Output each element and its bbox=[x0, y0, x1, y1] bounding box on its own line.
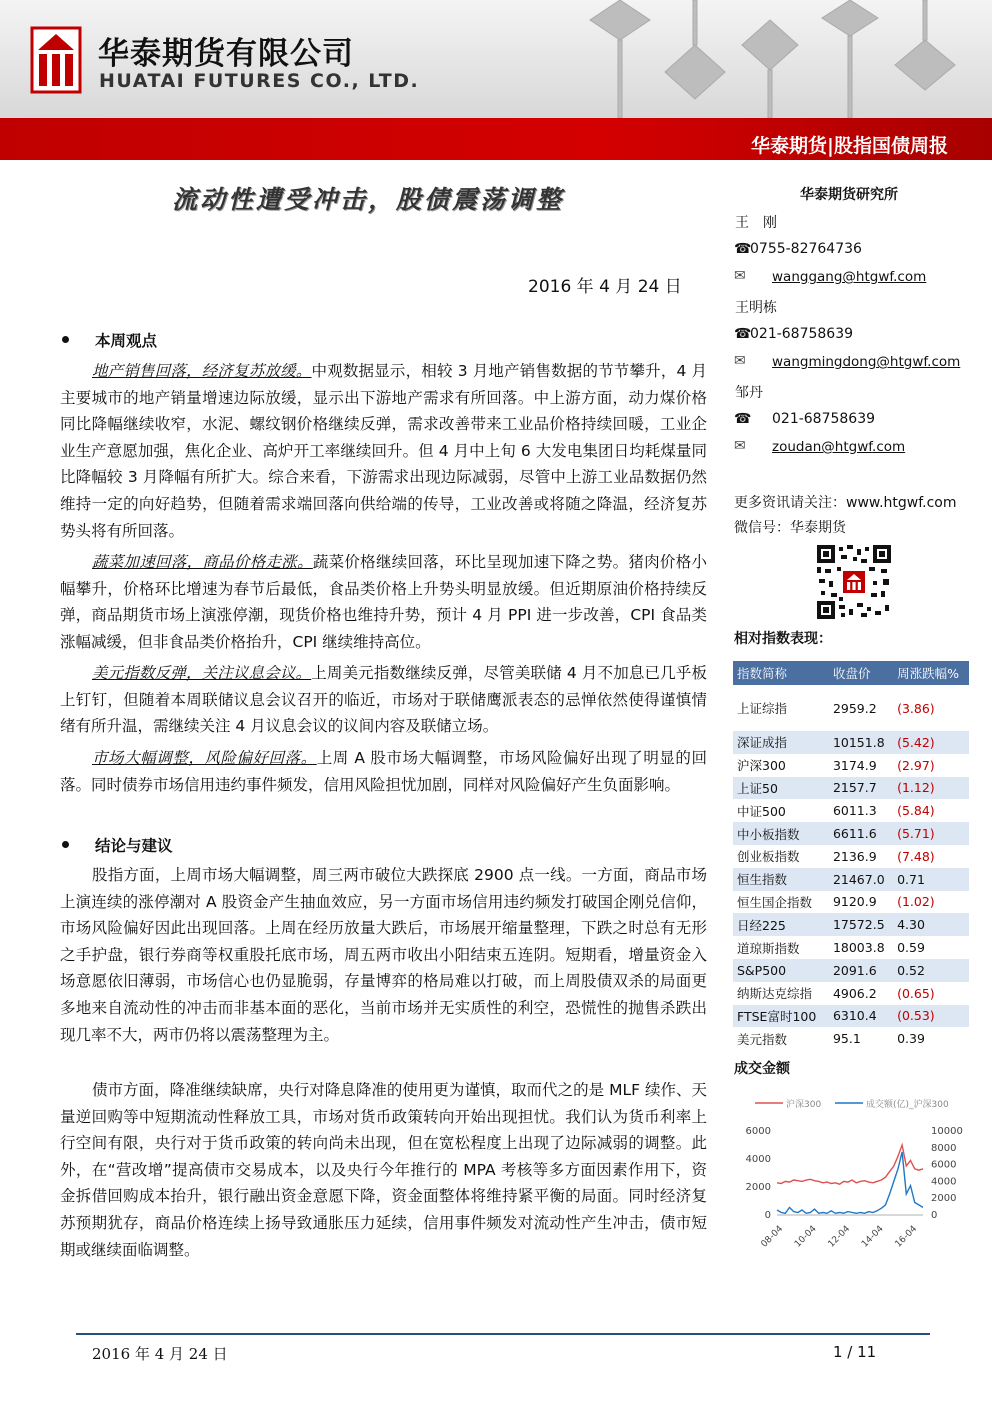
table-header-cell: 收盘价 bbox=[829, 661, 893, 685]
table-row bbox=[733, 1027, 969, 1050]
y-tick-label-right: 10000 bbox=[931, 1126, 963, 1137]
table-cell: 95.1 bbox=[832, 1031, 861, 1047]
x-tick-label: 16-04 bbox=[893, 1224, 920, 1250]
table-cell: 日经225 bbox=[733, 913, 829, 936]
y-tick-label-left: 0 bbox=[764, 1210, 771, 1221]
legend-label: 成交额(亿)_沪深300 bbox=[866, 1100, 949, 1110]
mail-icon: ✉ bbox=[734, 353, 746, 369]
table-cell: 中小板指数 bbox=[733, 822, 829, 845]
volume-title: 成交金额 bbox=[734, 1061, 790, 1077]
paragraph bbox=[60, 549, 707, 655]
table-row bbox=[733, 799, 969, 822]
table-cell: (2.97) bbox=[897, 757, 935, 773]
table-cell: 2959.2 bbox=[832, 700, 877, 716]
paragraph-text: 股指方面，上周市场大幅调整，周三两市破位大跌探底 2900 点一线。一方面，商品市场上演连续的涨停潮对 A 股资金产生抽血效应，另一方面市场信用违约频发打破国企刚兑信仰，市场风险偏好因此出现回落。上周在经历放量大跌后，市场展开缩量整理，下跌之时总有无形之手护盘，银行券商等权重股托底市场，周五两市收出小阳结束五连阴。短期看，增量资金入场意愿依旧薄弱，市场信心也仍显脆弱，存量博弈的格局难以打破，而上周股债双杀的局面更多地来自流动性的冲击而非基本面的恶化，当前市场并无实质性的利空，恐慌性的抛售杀跌出现几率不大，两市仍将以震荡整理为主。 bbox=[60, 866, 707, 1044]
table-header-row bbox=[733, 661, 969, 685]
company-name-en: HUATAI FUTURES CO., LTD. bbox=[99, 70, 420, 92]
paragraph-text: 债市方面，降准继续缺席，央行对降息降准的使用更为谨慎，取而代之的是 MLF 续作、天量逆回购等中短期流动性释放工具，市场对货币政策转向开始出现担忧。我们认为货币利率上行空间有限，央行对于货币政策的转向尚未出现，但在宽松程度上出现了边际减弱的调整。此外，在“营改增”提高债市交易成本，以及央行今年推行的 MPA 考核等多方面因素作用下，资金拆借回购成本抬升，银行融出资金意愿下降，资金面整体将维持紧平衡的局面。同时经济复苏预期犹存，商品价格连续上扬导致通胀压力延续，信用事件频发对流动性产生冲击，债市短期或继续面临调整。 bbox=[60, 1081, 707, 1259]
x-tick-label: 12-04 bbox=[826, 1224, 853, 1250]
table-cell: 美元指数 bbox=[737, 1031, 788, 1047]
y-tick-label-left: 6000 bbox=[745, 1126, 771, 1137]
page-number: 1 / 11 bbox=[833, 1343, 877, 1361]
paragraph-text: 中观数据显示，相较 3 月地产销售数据的节节攀升，4 月主要城市的地产销量增速边际放缓，显示出下游地产需求有所回落。中上游方面，动力煤价格同比降幅继续收窄，水泥、螺纹钢价格继续反弹，需求改善带来工业品价格持续回暖，工业企业生产意愿加强，焦化企业、高炉开工率继续回升。但 4 月中上旬 6 大发电集团日均耗煤量同比降幅较 3 月降幅有所扩大。综合来看，下游需求出现边际减弱，尽管中上游工业品数据仍然维持一定的向好趋势，但随着需求端回落向供给端的传导，工业改善或将随之降温，经济复苏势头将有所回落。 bbox=[60, 362, 707, 540]
document-date: 2016 年 4 月 24 日 bbox=[528, 277, 682, 297]
table-cell: 2136.9 bbox=[832, 848, 877, 864]
index-table bbox=[733, 661, 969, 1050]
section-heading: 结论与建议 bbox=[95, 837, 173, 855]
mail-icon: ✉ bbox=[734, 438, 746, 454]
section-heading: 本周观点 bbox=[95, 332, 158, 350]
research-institute: 华泰期货研究所 bbox=[800, 187, 898, 203]
table-row bbox=[733, 777, 969, 800]
legend-label: 沪深300 bbox=[786, 1100, 822, 1110]
analyst-phone: 021-68758639 bbox=[772, 411, 876, 427]
table-cell: (7.48) bbox=[897, 848, 935, 864]
phone-icon: ☎ bbox=[734, 411, 752, 427]
company-name-cn: 华泰期货有限公司 bbox=[98, 36, 354, 72]
table-cell: 上证50 bbox=[733, 777, 829, 800]
paragraph bbox=[60, 1077, 707, 1263]
table-cell: 3174.9 bbox=[832, 757, 877, 773]
volume-chart bbox=[733, 1093, 969, 1253]
table-cell: 恒生指数 bbox=[733, 868, 829, 891]
table-row bbox=[733, 936, 969, 959]
table-cell: 0.39 bbox=[897, 1031, 925, 1047]
table-cell: 中证500 bbox=[737, 803, 786, 819]
paragraph-text: 上周 A 股市场大幅调整，市场风险偏好出现了明显的回落。同时债券市场信用违约事件频发，信用风险担忧加剧，同样对风险偏好产生负面影响。 bbox=[60, 749, 707, 794]
table-cell: 2091.6 bbox=[829, 959, 893, 982]
table-cell: (5.84) bbox=[897, 803, 935, 819]
table-cell: 18003.8 bbox=[832, 940, 885, 956]
table-cell: 4.30 bbox=[893, 913, 969, 936]
table-cell: 沪深300 bbox=[737, 758, 786, 774]
y-tick-label-right: 8000 bbox=[931, 1142, 957, 1154]
y-tick-label-left: 2000 bbox=[745, 1182, 771, 1193]
table-row bbox=[733, 959, 969, 982]
qr-code-icon bbox=[817, 545, 891, 619]
table-cell: 9120.9 bbox=[832, 894, 877, 910]
paragraph-text: 蔬菜价格继续回落，环比呈现加速下降之势。猪肉价格小幅攀升，价格环比增速为春节后最低，食品类价格上升势头明显放缓。但近期原油价格持续反弹，商品期货市场上演涨停潮，现货价格也维持升势，预计 4 月 PPI 进一步改善，CPI 食品类涨幅减缓，但非食品类价格抬升，CPI 继续维持高位。 bbox=[60, 553, 707, 651]
table-cell: 0.71 bbox=[893, 868, 969, 891]
table-cell: (0.65) bbox=[897, 985, 935, 1001]
table-row bbox=[733, 754, 969, 777]
table-cell: 0.59 bbox=[897, 940, 925, 956]
table-cell: FTSE富时100 bbox=[733, 1005, 829, 1028]
document-title: 流动性遭受冲击，股债震荡调整 bbox=[172, 185, 565, 214]
paragraph bbox=[60, 862, 707, 1048]
paragraph-lead: 蔬菜加速回落，商品价格走涨。 bbox=[92, 553, 313, 571]
paragraph bbox=[60, 745, 707, 798]
table-cell: 2157.7 bbox=[829, 777, 893, 800]
analyst-email[interactable]: wanggang@htgwf.com bbox=[772, 269, 927, 285]
footer-rule bbox=[76, 1333, 930, 1335]
x-tick-label: 14-04 bbox=[860, 1224, 886, 1250]
table-row bbox=[733, 891, 969, 914]
paragraph bbox=[60, 358, 707, 544]
analyst-email[interactable]: zoudan@htgwf.com bbox=[772, 439, 906, 455]
y-tick-label-right: 4000 bbox=[931, 1176, 957, 1188]
series-line-volume bbox=[777, 1152, 923, 1213]
report-type: 华泰期货|股指国债周报 bbox=[751, 135, 948, 157]
analyst-name: 王明栋 bbox=[735, 300, 777, 316]
analyst-email[interactable]: wangmingdong@htgwf.com bbox=[772, 354, 961, 370]
table-cell: 恒生国企指数 bbox=[737, 894, 813, 910]
y-tick-label-right: 2000 bbox=[931, 1193, 957, 1205]
x-tick-label: 10-04 bbox=[793, 1224, 819, 1250]
table-cell: 创业板指数 bbox=[737, 849, 800, 865]
table-header-cell: 指数简称 bbox=[733, 661, 829, 685]
table-cell: 纳斯达克综指 bbox=[737, 986, 813, 1002]
table-cell: 深证成指 bbox=[733, 731, 829, 754]
mail-icon: ✉ bbox=[734, 268, 746, 284]
table-row bbox=[733, 822, 969, 845]
y-tick-label-left: 4000 bbox=[745, 1154, 771, 1165]
x-tick-label: 08-04 bbox=[759, 1224, 786, 1250]
table-cell: (1.12) bbox=[893, 777, 969, 800]
table-row bbox=[733, 913, 969, 936]
table-cell: 上证综指 bbox=[737, 701, 788, 716]
table-cell: (0.53) bbox=[893, 1005, 969, 1028]
table-cell: (5.71) bbox=[893, 822, 969, 845]
table-cell: 21467.0 bbox=[829, 868, 893, 891]
more-info: 更多资讯请关注：www.htgwf.com bbox=[734, 495, 957, 511]
table-row bbox=[733, 982, 969, 1005]
table-cell: 道琼斯指数 bbox=[737, 940, 800, 956]
table-row bbox=[733, 1005, 969, 1028]
table-cell: (3.86) bbox=[897, 700, 935, 716]
bullet-icon bbox=[62, 841, 69, 848]
paragraph-lead: 市场大幅调整，风险偏好回落。 bbox=[92, 749, 317, 767]
bullet-icon bbox=[62, 336, 69, 343]
paragraph-text: 上周美元指数继续反弹，尽管美联储 4 月不加息已几乎板上钉钉，但随着本周联储议息会议召开的临近，市场对于联储鹰派表态的忌惮依然使得谨慎情绪有所升温，需继续关注 4 月议息会议的议间内容及联储立场。 bbox=[60, 664, 707, 736]
y-tick-label-right: 6000 bbox=[931, 1159, 957, 1171]
analyst-phone: 021-68758639 bbox=[750, 326, 854, 342]
index-title: 相对指数表现： bbox=[734, 631, 832, 647]
table-cell: (1.02) bbox=[897, 894, 935, 910]
table-row bbox=[733, 868, 969, 891]
analyst-name: 邹丹 bbox=[735, 385, 763, 401]
paragraph bbox=[60, 660, 707, 740]
phone-icon: ☎ bbox=[734, 326, 752, 342]
company-logo-icon bbox=[30, 26, 82, 94]
wechat-id: 微信号：华泰期货 bbox=[734, 520, 846, 536]
paragraph-lead: 地产销售回落，经济复苏放缓。 bbox=[92, 362, 312, 380]
series-line-hs300 bbox=[777, 1145, 923, 1184]
table-header-cell: 周涨跌幅% bbox=[893, 661, 969, 685]
table-cell: (5.42) bbox=[893, 731, 969, 754]
analyst-name: 王 刚 bbox=[735, 215, 777, 231]
analyst-phone: 0755-82764736 bbox=[750, 241, 862, 257]
table-row bbox=[733, 845, 969, 868]
table-cell: 4906.2 bbox=[832, 985, 877, 1001]
table-cell: 6310.4 bbox=[829, 1005, 893, 1028]
table-cell: 6011.3 bbox=[832, 803, 877, 819]
table-cell: 0.52 bbox=[893, 959, 969, 982]
table-cell: 6611.6 bbox=[829, 822, 893, 845]
header-decoration bbox=[560, 0, 992, 118]
table-row bbox=[733, 685, 969, 731]
table-row bbox=[733, 731, 969, 754]
table-cell: S&P500 bbox=[733, 959, 829, 982]
table-cell: 17572.5 bbox=[829, 913, 893, 936]
footer-date: 2016 年 4 月 24 日 bbox=[92, 1345, 228, 1363]
table-cell: 10151.8 bbox=[829, 731, 893, 754]
paragraph-lead: 美元指数反弹，关注议息会议。 bbox=[92, 664, 312, 682]
y-tick-label-right: 0 bbox=[931, 1210, 938, 1221]
phone-icon: ☎ bbox=[734, 241, 752, 257]
